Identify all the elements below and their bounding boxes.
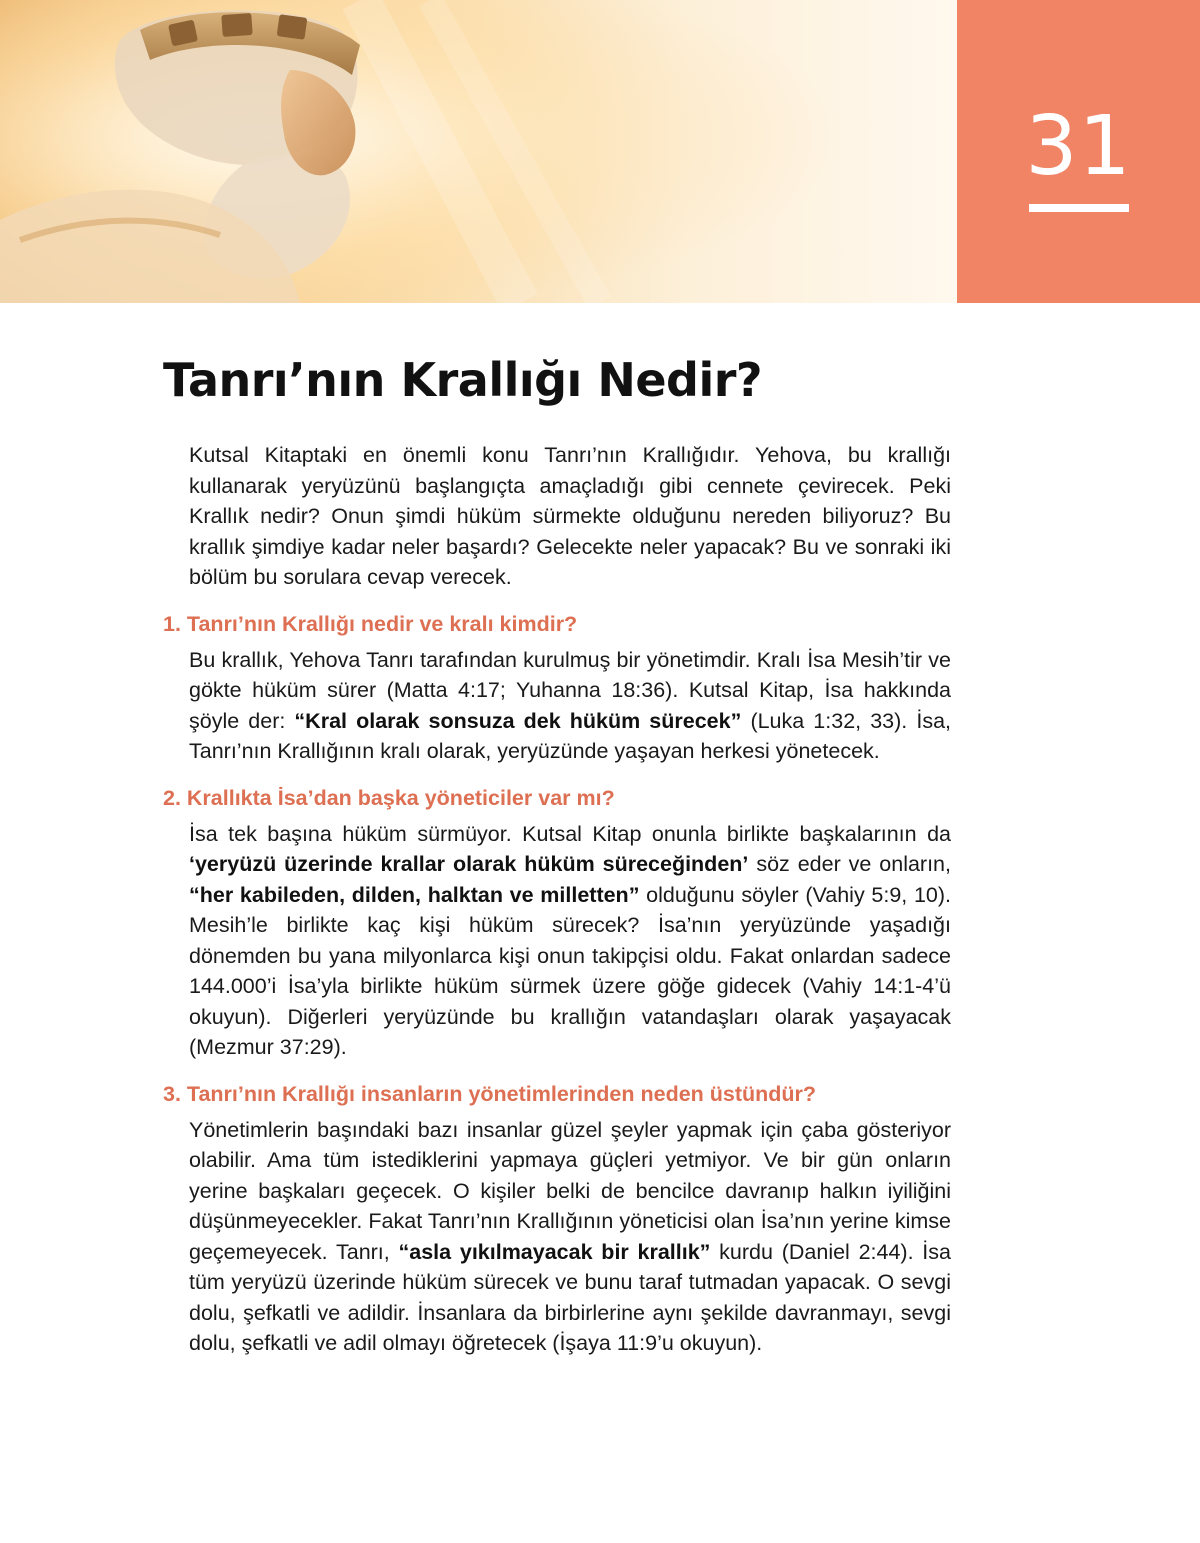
- answer-3-text-2: kurdu (Daniel 2:44). İsa tüm yeryüzü üzerinde hüküm sürecek ve bunu taraf tutmadan yapacak. O sevgi dolu, şefkatli ve adildir. İnsanlara da birbirlerine aynı şekilde davranmayı, sevgi dolu, şefkatli ve adil olmayı öğretecek (İşaya 11:9’u okuyun).: [189, 1239, 951, 1355]
- answer-3: [189, 1115, 951, 1359]
- article-body: [163, 440, 951, 1375]
- answer-1-text-2: (Luka 1:32, 33). İsa, Tanrı’nın Krallığının kralı olarak, yeryüzünde yaşayan herkesi yönetecek.: [189, 708, 952, 763]
- answer-1-text: Bu krallık, Yehova Tanrı tarafından kurulmuş bir yönetimdir. Kralı İsa Mesih’tir ve gökte hüküm sürer (Matta 4:17; Yuhanna 18:36). Kutsal Kitap, İsa hakkında şöyle der:: [189, 647, 951, 733]
- answer-2-text: İsa tek başına hüküm sürmüyor. Kutsal Kitap onunla birlikte başkalarının da: [189, 821, 951, 846]
- intro-paragraph: Kutsal Kitaptaki en önemli konu Tanrı’nın Krallığıdır. Yehova, bu krallığı kullanarak yeryüzünü başlangıçta amaçladığı gibi cennete çevirecek. Peki Krallık nedir? Onun şimdi hüküm sürmekte olduğunu nereden biliyoruz? Bu krallık şimdiye kadar neler başardı? Gelecekte neler yapacak? Bu ve sonraki iki bölüm bu sorulara cevap verecek.: [189, 443, 951, 589]
- answer-2-text-3: olduğunu söyler (Vahiy 5:9, 10). Mesih’le birlikte kaç kişi hüküm sürecek? İsa’nın yeryüzünde yaşadığı dönemden bu yana milyonlarca kişi onun takipçisi oldu. Fakat onlardan sadece 144.000’i İsa’yla birlikte hüküm sürmek üzere göğe gidecek (Vahiy 14:1-4’ü okuyun). Diğerleri yeryüzünde bu krallığın vatandaşları olarak yaşayacak (Mezmur 37:29).: [189, 882, 952, 1059]
- chapter-badge: [957, 0, 1200, 303]
- king-with-crown-illustration: [0, 0, 957, 303]
- answer-2-text-2: söz eder ve onların,: [748, 852, 951, 876]
- answer-1: [189, 645, 951, 767]
- header-illustration: [0, 0, 957, 303]
- answer-3-text: Yönetimlerin başındaki bazı insanlar güzel şeyler yapmak için çaba gösteriyor olabilir. Ama tüm istediklerini yapmaya güçleri yetmiyor. Ve bir gün onların yerine başkaları geçecek. O kişiler belki de bencilce davranıp halkın iyiliğini düşünmeyecekler. Fakat Tanrı’nın Krallığının yöneticisi olan İsa’nın yerine kimse geçemeyecek. Tanrı,: [189, 1117, 951, 1264]
- chapter-number: 31: [1025, 99, 1132, 194]
- question-3: 3. Tanrı’nın Krallığı insanların yönetimlerinden neden üstündür?: [163, 1081, 817, 1106]
- page-title: Tanrı’nın Krallığı Nedir?: [163, 353, 763, 407]
- question-1: 1. Tanrı’nın Krallığı nedir ve kralı kimdir?: [163, 611, 578, 636]
- question-2: 2. Krallıkta İsa’dan başka yöneticiler var mı?: [163, 785, 615, 810]
- answer-2: [189, 819, 951, 1063]
- answer-2-quote-2: “her kabileden, dilden, halktan ve milletten”: [189, 882, 640, 907]
- answer-2-quote-1: ‘yeryüzü üzerinde krallar olarak hüküm süreceğinden’: [189, 852, 749, 876]
- answer-1-quote: “Kral olarak sonsuza dek hüküm sürecek”: [294, 708, 742, 733]
- chapter-underline: [1029, 204, 1129, 212]
- answer-3-quote: “asla yıkılmayacak bir krallık”: [398, 1239, 711, 1264]
